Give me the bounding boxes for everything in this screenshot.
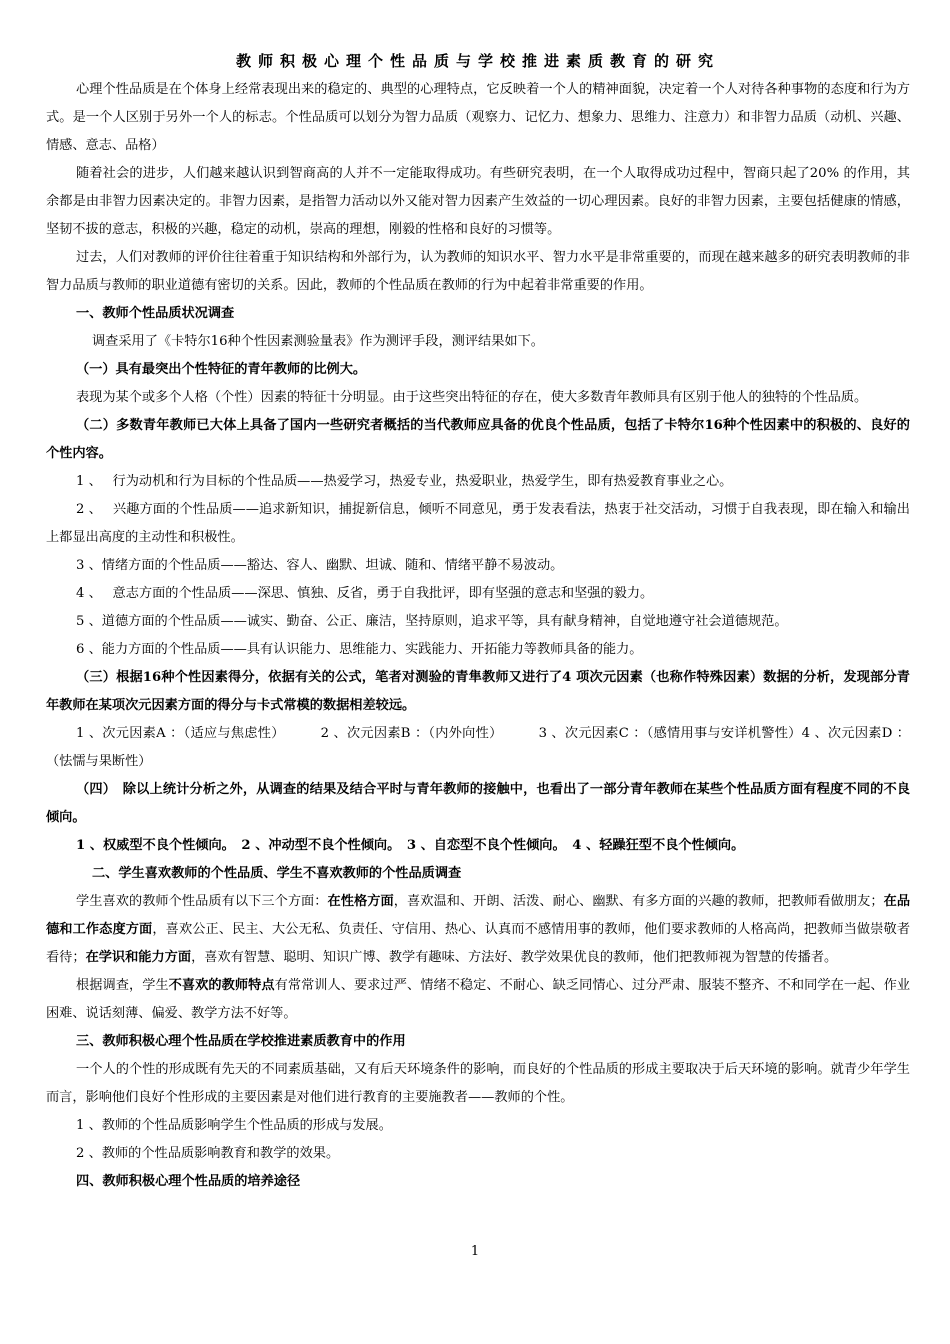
liked-morality-label: 在品德和工作态度方面 xyxy=(46,894,911,937)
bad-tendency-2: 2 、冲动型不良个性倾向。 xyxy=(241,838,394,853)
bad-tendency-3: 3 、自恋型不良个性倾向。 xyxy=(406,838,560,853)
survey-paragraph: 调查采用了《卡特尔16种个性因素测验量表》作为测评手段，测评结果如下。 xyxy=(92,334,544,349)
liked-intro: 学生喜欢的教师个性品质有以下三个方面： xyxy=(76,894,328,909)
subsection-4-heading: （四） 除以上统计分析之外，从调查的结果及结合平时与青年教师的接触中，也看出了一部分青年教师在某些个性品质方面有程度不同的不良倾向。 xyxy=(46,782,910,825)
intro-paragraph-1: 心理个性品质是在个体身上经常表现出来的稳定的、典型的心理特点，它反映着一个人的精神面貌，决定着一个人对待各种事物的态度和行为方式。是一个人区别于另外一个人的标志。个性品质可以划分为智力品质（观察力、记忆力、想象力、思维力、注意力）和非智力品质（动机、兴趣、情感、意志、品格） xyxy=(46,82,910,153)
bad-tendency-1: 1 、权威型不良个性倾向。 xyxy=(76,838,229,853)
quality-item-4: 4 、 意志方面的个性品质——深思、慎独、反省，勇于自我批评，即有坚强的意志和坚强的毅力。 xyxy=(76,586,654,601)
section-3-paragraph: 一个人的个性的形成既有先天的不同素质基础，又有后天环境条件的影响，而良好的个性品质的形成主要取决于后天环境的影响。就青少年学生而言，影响他们良好个性形成的主要因素是对他们进行教育的主要施教者——教师的个性。 xyxy=(46,1062,910,1105)
liked-knowledge-text: ，喜欢有智慧、聪明、知识广博、教学有趣味、方法好、教学效果优良的教师，他们把教师视为智慧的传播者。 xyxy=(191,950,838,965)
intro-paragraph-3: 过去，人们对教师的评价往往着重于知识结构和外部行为，认为教师的知识水平、智力水平是非常重要的，而现在越来越多的研究表明教师的非智力品质与教师的职业道德有密切的关系。因此，教师的个性品质在教师的行为中起着非常重要的作用。 xyxy=(46,250,910,293)
document-title: 教师积极心理个性品质与学校推进素质教育的研究 xyxy=(235,52,720,70)
influence-item-1: 1 、教师的个性品质影响学生个性品质的形成与发展。 xyxy=(76,1118,392,1133)
disliked-qualities-paragraph xyxy=(46,972,910,1028)
bad-tendency-list xyxy=(46,832,910,860)
section-1-heading: 一、教师个性品质状况调查 xyxy=(76,306,235,321)
quality-item-3: 3 、情绪方面的个性品质——豁达、容人、幽默、坦诚、随和、情绪平静不易波动。 xyxy=(76,558,564,573)
document-page xyxy=(46,46,910,1196)
liked-personality-text: ，喜欢温和、开朗、活泼、耐心、幽默、有多方面的兴趣的教师，把教师看做朋友； xyxy=(393,894,884,909)
factor-a: 1 、次元因素A ：（适应与焦虑性） xyxy=(76,726,285,741)
quality-item-6: 6 、能力方面的个性品质——具有认识能力、思维能力、实践能力、开拓能力等教师具备的能力。 xyxy=(76,642,643,657)
subsection-1-text: 表现为某个或多个人格（个性）因素的特征十分明显。由于这些突出特征的存在，使大多数青年教师具有区别于他人的独特的个性品质。 xyxy=(76,390,868,405)
liked-personality-label: 在性格方面 xyxy=(327,894,394,909)
factor-b: 2 、次元因素B ：（内外向性） xyxy=(320,726,503,741)
liked-morality-text: ，喜欢公正、民主、大公无私、负责任、守信用、热心、认真而不感情用事的教师，他们要求教师的人格高尚，把教师当做崇敬者看待； xyxy=(46,922,911,965)
liked-qualities-paragraph xyxy=(46,888,910,972)
liked-knowledge-label: 在学识和能力方面 xyxy=(85,950,192,965)
factor-list xyxy=(46,720,910,776)
section-4-heading: 四、教师积极心理个性品质的培养途径 xyxy=(76,1174,301,1189)
disliked-label: 不喜欢的教师特点 xyxy=(168,978,275,993)
intro-paragraph-2: 随着社会的进步，人们越来越认识到智商高的人并不一定能取得成功。有些研究表明，在一个人取得成功过程中，智商只起了20% 的作用，其余都是由非智力因素决定的。非智力因素，是指智力活动以外又能对智力因素产生效益的一切心理因素。良好的非智力因素，主要包括健康的情感，坚韧不拔的意志，积极的兴趣，稳定的动机，崇高的理想，刚毅的性格和良好的习惯等。 xyxy=(46,166,910,237)
section-3-heading: 三、教师积极心理个性品质在学校推进素质教育中的作用 xyxy=(76,1034,406,1049)
quality-item-1: 1 、 行为动机和行为目标的个性品质——热爱学习，热爱专业，热爱职业，热爱学生，即有热爱教育事业之心。 xyxy=(76,474,733,489)
subsection-3-heading: （三）根据16种个性因素得分，依据有关的公式，笔者对测验的青隼教师又进行了4 项次元因素（也称作特殊因素）数据的分析，发现部分青年教师在某项次元因素方面的得分与卡式常模的数据相差较远。 xyxy=(46,670,910,713)
factor-d: 4 、次元因素D ：（怯懦与果断性） xyxy=(46,726,910,769)
disliked-intro: 根据调查，学生 xyxy=(76,978,169,993)
subsection-2-heading: （二）多数青年教师已大体上具备了国内一些研究者概括的当代教师应具备的优良个性品质，包括了卡特尔16种个性因素中的积极的、良好的个性内容。 xyxy=(46,418,910,461)
quality-item-2: 2 、 兴趣方面的个性品质——追求新知识，捕捉新信息，倾听不同意见，勇于发表看法，热衷于社交活动，习惯于自我表现，即在输入和输出上都显出高度的主动性和积极性。 xyxy=(46,502,910,545)
quality-item-5: 5 、道德方面的个性品质——诚实、勤奋、公正、廉洁，坚持原则，追求平等，具有献身精神，自觉地遵守社会道德规范。 xyxy=(76,614,788,629)
subsection-1-heading: （一）具有最突出个性特征的青年教师的比例大。 xyxy=(76,362,367,377)
bad-tendency-4: 4 、轻躁狂型不良个性倾向。 xyxy=(572,838,745,853)
influence-item-2: 2 、教师的个性品质影响教育和教学的效果。 xyxy=(76,1146,340,1161)
page-number: 1 xyxy=(470,1244,480,1259)
section-2-heading: 二、学生喜欢教师的个性品质、学生不喜欢教师的个性品质调查 xyxy=(92,866,462,881)
disliked-text: 有常常训人、要求过严、情绪不稳定、不耐心、缺乏同情心、过分严肃、服装不整齐、不和同学在一起、作业困难、说话刻薄、偏爱、教学方法不好等。 xyxy=(46,978,911,1021)
factor-c: 3 、次元因素C ：（感情用事与安详机警性） xyxy=(538,726,802,741)
